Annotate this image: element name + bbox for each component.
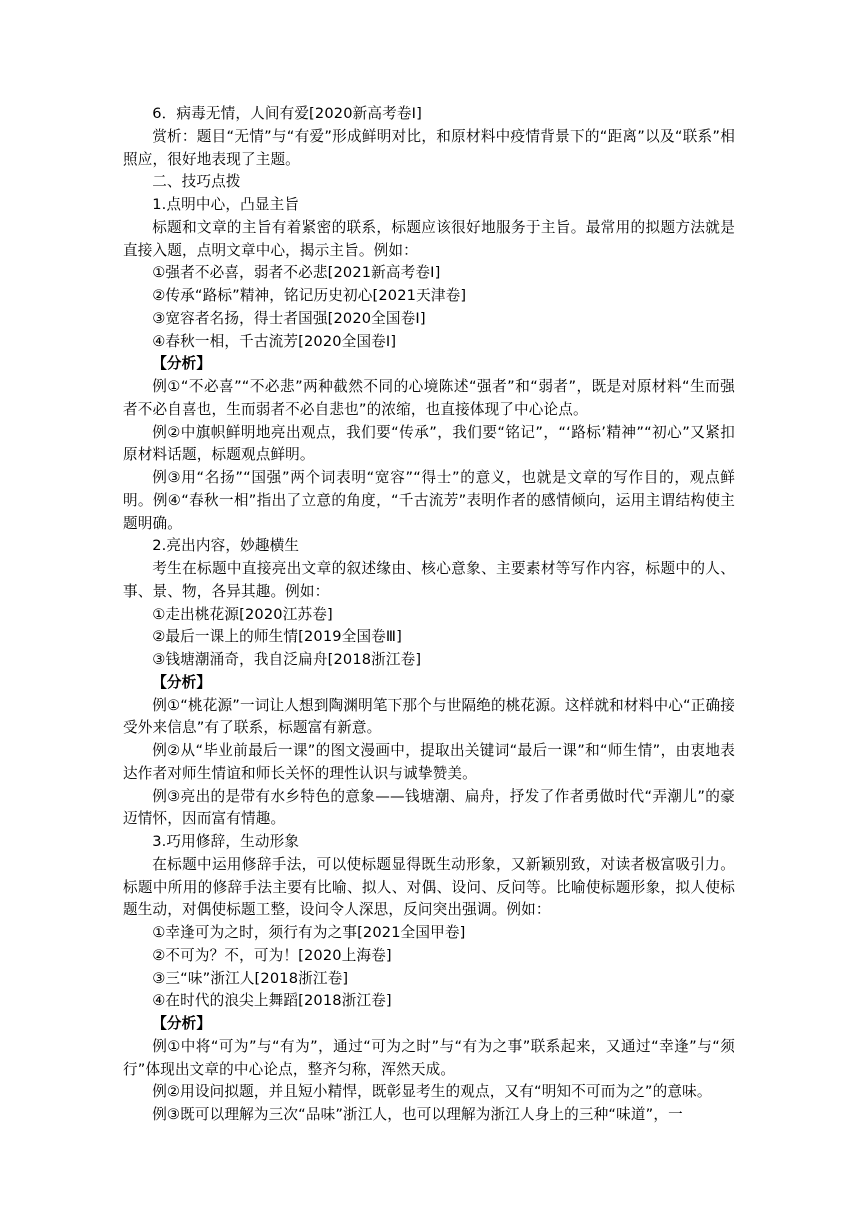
example-heading: 6．病毒无情，人间有爱[2020新高考卷Ⅰ] — [152, 105, 422, 122]
document-body — [123, 103, 735, 1127]
analysis-paragraph: 例③亮出的是带有水乡特色的意象——钱塘潮、扁舟，抒发了作者勇做时代“弄潮儿”的豪迈情怀，因而富有情趣。 — [123, 787, 735, 828]
example-item: ②不可为？不，可为！[2020上海卷] — [152, 946, 392, 964]
example-item: ④春秋一相，千古流芳[2020全国卷Ⅰ] — [152, 332, 397, 350]
analysis-paragraph: 例①“不必喜”“不必悲”两种截然不同的心境陈述“强者”和“弱者”，既是对原材料“生而强者不必自喜也，生而弱者不必自悲也”的浓缩，也直接体现了中心论点。 — [123, 378, 735, 418]
example-item: ②传承“路标”精神，铭记历史初心[2021天津卷] — [152, 287, 467, 304]
example-item: ②最后一课上的师生情[2019全国卷Ⅲ] — [152, 628, 402, 646]
analysis-paragraph: 例②中旗帜鲜明地亮出观点，我们要“传承”，我们要“铭记”，“‘路标’精神”“初心”又紧扣原材料话题，标题观点鲜明。 — [123, 423, 735, 464]
example-item: ①幸逢可为之时，须行有为之事[2021全国甲卷] — [152, 924, 466, 941]
analysis-heading: 【分析】 — [152, 673, 212, 691]
subsection-heading: 2.亮出内容，妙趣横生 — [152, 537, 300, 555]
example-item: ③三“味”浙江人[2018浙江卷] — [152, 969, 349, 987]
analysis-paragraph: 例②从“毕业前最后一课”的图文漫画中，提取出关键词“最后一课”和“师生情”，由衷地表达作者对师生情谊和师长关怀的理性认识与诚挚赞美。 — [123, 742, 735, 782]
section-heading: 二、技巧点拨 — [152, 173, 241, 191]
analysis-paragraph: 例③用“名扬”“国强”两个词表明“宽容”“得士”的意义，也就是文章的写作目的，观点鲜明。例④“春秋一相”指出了立意的角度，“千古流芳”表明作者的感情倾向，运用主谓结构使主题明确。 — [123, 469, 735, 532]
body-paragraph: 考生在标题中直接亮出文章的叙述缘由、核心意象、主要素材等写作内容，标题中的人、事、景、物，各异其趣。例如： — [123, 560, 735, 600]
body-paragraph: 在标题中运用修辞手法，可以使标题显得既生动形象，又新颖别致，对读者极富吸引力。标题中所用的修辞手法主要有比喻、拟人、对偶、设问、反问等。比喻使标题形象，拟人使标题生动，对偶使标题工整，设问令人深思，反问突出强调。例如： — [123, 855, 735, 919]
analysis-paragraph: 例①“桃花源”一词让人想到陶渊明笔下那个与世隔绝的桃花源。这样就和材料中心“正确接受外来信息”有了联系，标题富有新意。 — [123, 696, 735, 737]
body-paragraph: 标题和文章的主旨有着紧密的联系，标题应该很好地服务于主旨。最常用的拟题方法就是直接入题，点明文章中心，揭示主旨。例如： — [123, 218, 735, 259]
analysis-heading: 【分析】 — [152, 355, 212, 373]
subsection-heading: 1.点明中心，凸显主旨 — [152, 196, 300, 213]
appreciation-paragraph: 赏析：题目“无情”与“有爱”形成鲜明对比，和原材料中疫情背景下的“距离”以及“联系”相照应，很好地表现了主题。 — [123, 127, 735, 168]
subsection-heading: 3.巧用修辞，生动形象 — [152, 833, 300, 850]
example-item: ①走出桃花源[2020江苏卷] — [152, 605, 333, 623]
example-item: ④在时代的浪尖上舞蹈[2018浙江卷] — [152, 992, 392, 1010]
analysis-paragraph: 例③既可以理解为三次“品味”浙江人，也可以理解为浙江人身上的三种“味道”，一 — [152, 1106, 683, 1123]
analysis-paragraph: 例①中将“可为”与“有为”，通过“可为之时”与“有为之事”联系起来，又通过“幸逢”与“须行”体现出文章的中心论点，整齐匀称，浑然天成。 — [123, 1037, 735, 1078]
example-item: ③钱塘潮涌奇，我自泛扁舟[2018浙江卷] — [152, 651, 422, 668]
example-item: ①强者不必喜，弱者不必悲[2021新高考卷Ⅰ] — [152, 264, 441, 282]
analysis-paragraph: 例②用设问拟题，并且短小精悍，既彰显考生的观点，又有“明知不可而为之”的意味。 — [152, 1083, 712, 1101]
analysis-heading: 【分析】 — [152, 1015, 212, 1032]
example-item: ③宽容者名扬，得士者国强[2020全国卷Ⅰ] — [152, 309, 426, 327]
